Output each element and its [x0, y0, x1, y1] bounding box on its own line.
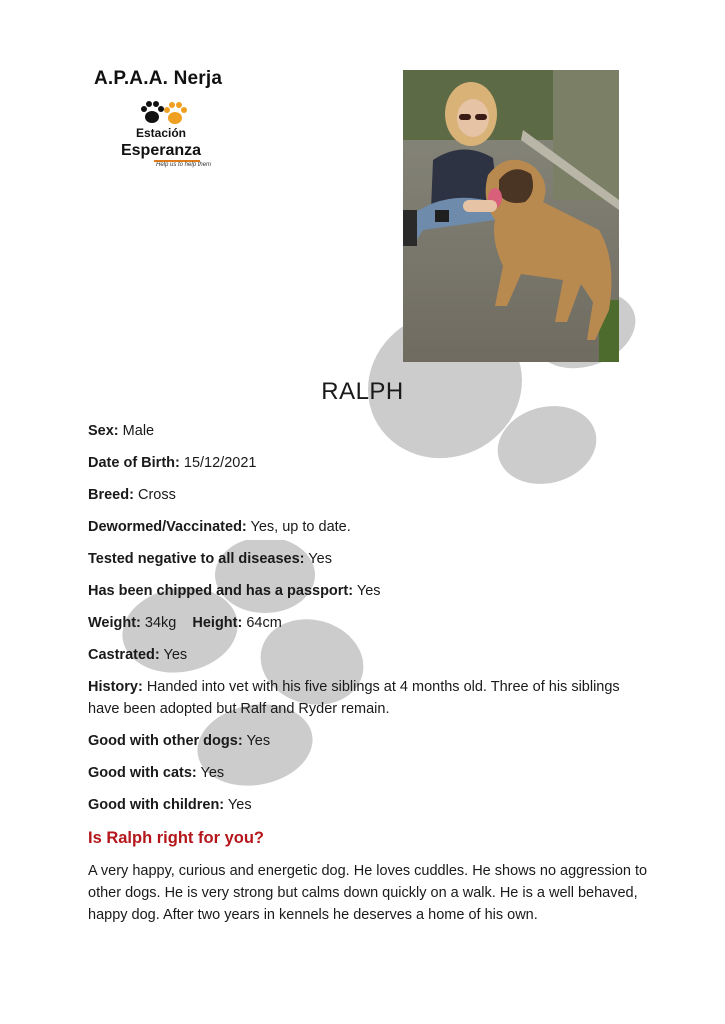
field-castrated [88, 644, 648, 666]
field-value: Yes [200, 765, 225, 781]
field-label: Good with cats: [88, 765, 197, 781]
field-good-with-children [88, 794, 648, 816]
field-history [88, 676, 648, 720]
field-value: Yes [308, 551, 332, 567]
logo-tagline: Help us to help them [156, 162, 212, 168]
field-label: Sex: [88, 423, 119, 439]
organization-logo [88, 62, 238, 182]
field-value: Handed into vet with his five siblings at 4 months old. Three of his siblings have been adopted but Ralf and Ryder remain. [88, 679, 620, 717]
field-label: Breed: [88, 487, 134, 503]
field-label: History: [88, 679, 143, 695]
field-label: Height: [192, 615, 243, 631]
field-label: Good with other dogs: [88, 733, 243, 749]
field-label: Dewormed/Vaccinated: [88, 519, 247, 535]
field-tested [88, 548, 648, 570]
field-dewormed [88, 516, 648, 538]
logo-subtitle-estacion: Estación [135, 126, 186, 140]
pet-details [88, 420, 648, 926]
field-date-of-birth [88, 452, 648, 474]
field-value: Cross [137, 487, 176, 503]
field-label: Date of Birth: [88, 455, 180, 471]
field-label: Castrated: [88, 647, 160, 663]
field-value: Yes [227, 797, 252, 813]
field-value: Yes [163, 647, 188, 663]
pet-name-title: RALPH [321, 378, 404, 405]
logo-subtitle-esperanza: Esperanza [120, 142, 202, 159]
paw-prints-logo-icon [138, 96, 190, 128]
field-breed [88, 484, 648, 506]
field-value: Yes [246, 733, 271, 749]
dog-photo-icon [403, 70, 619, 362]
field-label: Tested negative to all diseases: [88, 551, 305, 567]
field-good-with-cats [88, 762, 648, 784]
field-label: Has been chipped and has a passport: [88, 583, 354, 599]
field-good-with-dogs [88, 730, 648, 752]
field-value: 34kg [144, 615, 177, 631]
section-body: A very happy, curious and energetic dog. He loves cuddles. He shows no aggression to other dogs. He is very strong but calms down quickly on a walk. He is a well behaved, happy dog. After two years in kennels he deserves a home of his own. [88, 863, 648, 923]
field-value: 64cm [246, 615, 282, 631]
field-sex [88, 420, 648, 442]
field-weight-height [88, 612, 648, 634]
field-label: Weight: [88, 615, 141, 631]
field-value: Yes, up to date. [250, 519, 351, 535]
field-value: Yes [356, 583, 381, 599]
field-value: 15/12/2021 [183, 455, 257, 471]
field-label: Good with children: [88, 797, 225, 813]
section-heading: Is Ralph right for you? [88, 829, 264, 847]
field-chipped [88, 580, 648, 602]
field-value: Male [122, 423, 155, 439]
logo-title: A.P.A.A. Nerja [94, 68, 223, 89]
